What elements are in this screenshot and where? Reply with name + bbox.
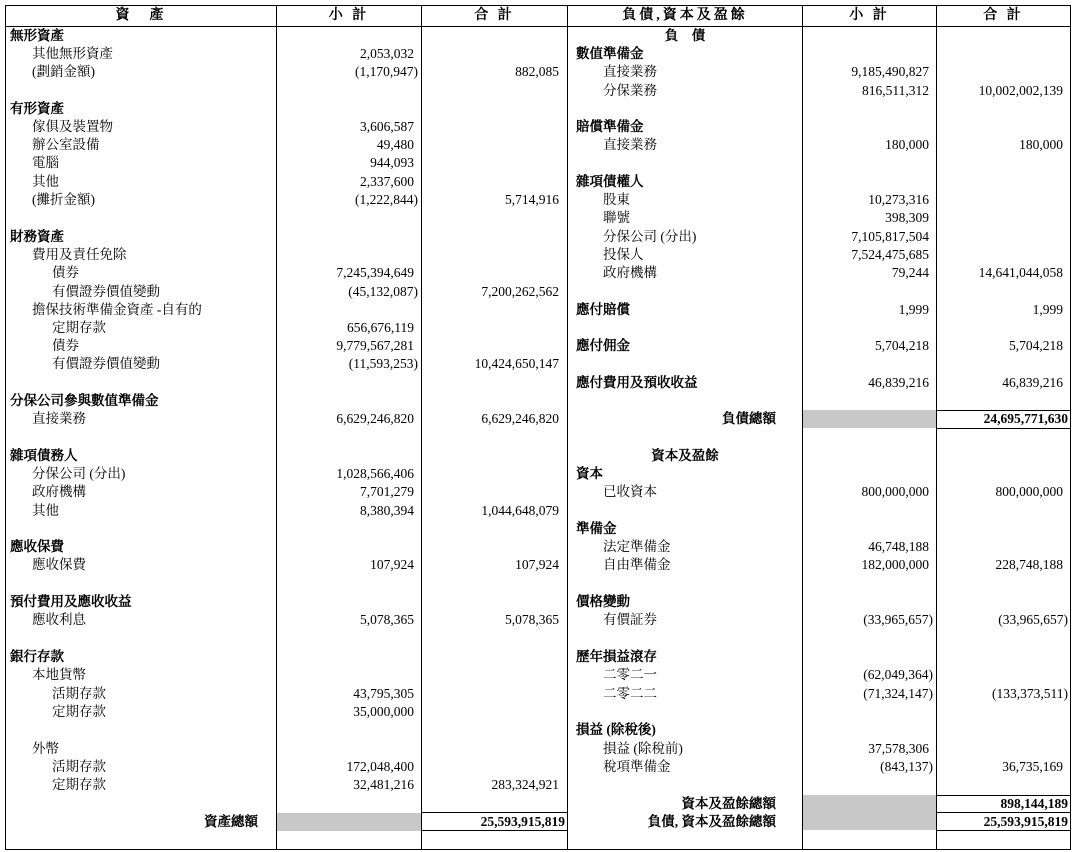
creditors-affiliate-sub: 398,309 [885,210,929,225]
equity-total-label: 資本及盈餘總額 [681,796,776,811]
debtors-gov-label: 政府機構 [32,484,86,499]
equity-total-shade [803,795,936,830]
prepaid-total: 5,078,365 [505,612,559,627]
intangible-amort-sub: (1,170,947) [355,64,418,79]
financial-tech-label: 擔保技術準備金資產 -自有的 [32,302,202,317]
premium-sub: 107,924 [370,557,414,572]
tangible-computer-label: 電腦 [32,155,59,170]
creditors-insured-sub: 7,524,475,685 [851,247,929,262]
reins-title: 分保公司參與數值準備金 [10,393,159,408]
prepaid-label: 應收利息 [32,612,86,627]
capital-paid-sub: 800,000,000 [861,484,929,499]
bank-local-label: 本地貨幣 [32,667,86,682]
accrued-sub: 46,839,216 [868,375,929,390]
commission-sub: 5,704,218 [875,338,929,353]
liab-total-label: 負債總額 [722,411,776,426]
debtors-reins-sub: 1,028,566,406 [336,466,414,481]
bank-cur2-sub: 172,048,400 [346,759,414,774]
reserves-legal-sub: 46,748,188 [868,539,929,554]
bottom-border [5,849,1071,850]
assets-total-shade [277,813,421,831]
debtors-other-sub: 8,380,394 [360,503,414,518]
num-reserve-reins-sub: 816,511,312 [862,83,929,98]
col-border-0 [5,5,6,850]
premium-title: 應收保費 [10,539,64,554]
debtors-other-total: 1,044,648,079 [481,503,559,518]
capital-paid-total: 800,000,000 [995,484,1063,499]
creditors-reins-label: 分保公司 (分出) [603,229,697,244]
header-assets: 資 產 [115,8,167,23]
tangible-other-sub: 2,337,600 [360,174,414,189]
creditors-affiliate-label: 聯號 [603,210,630,225]
tangible-computer-sub: 944,093 [370,155,414,170]
liab-title: 負 債 [664,28,706,43]
bank-foreign-label: 外幣 [32,741,59,756]
profit-title: 損益 (除稅後) [576,722,656,737]
col-border-1 [276,5,277,850]
financial-bond2-label: 債券 [52,338,79,353]
bank-cur-label: 活期存款 [52,686,106,701]
creditors-title: 雜項債權人 [576,174,644,189]
prepaid-title: 預付費用及應收收益 [10,594,132,609]
price-sec-sub: (33,965,657) [863,612,933,627]
col-border-2 [421,5,422,850]
claims-reserve-direct-label: 直接業務 [603,137,657,152]
creditors-shareholder-label: 股東 [603,192,630,207]
bank-fixed2-sub: 32,481,216 [353,777,414,792]
financial-bond-label: 債券 [52,265,79,280]
creditors-reins-sub: 7,105,817,504 [851,229,929,244]
financial-sec2-label: 有價證券價值變動 [52,356,160,371]
reins-direct-sub: 6,629,246,820 [336,411,414,426]
equity-total-value: 898,144,189 [1000,796,1068,811]
commission-total: 5,704,218 [1009,338,1063,353]
debtors-other-label: 其他 [32,503,59,518]
financial-title: 財務資產 [10,229,64,244]
tangible-other-label: 其他 [32,174,59,189]
reserves-free-label: 自由準備金 [603,557,671,572]
top-border [5,5,1071,6]
profit-tax-label: 稅項準備金 [603,759,671,774]
liab-total-value: 24,695,771,630 [983,411,1068,426]
creditors-gov-sub: 79,244 [891,265,929,280]
num-reserve-direct-label: 直接業務 [603,64,657,79]
claims-payable-sub: 1,999 [898,302,929,317]
reserves-free-total: 228,748,188 [995,557,1063,572]
price-sec-label: 有價証券 [603,612,657,627]
financial-bond-sub: 7,245,394,649 [336,265,414,280]
profit-tax-total: 36,735,169 [1002,759,1063,774]
profit-tax-sub: (843,137) [880,759,933,774]
num-reserve-reins-total: 10,002,002,139 [978,83,1063,98]
header-bottom-border [5,26,1071,27]
bank-fixed2-label: 定期存款 [52,777,106,792]
bank-cur-sub: 43,795,305 [353,686,414,701]
assets-total-label: 資產總額 [204,814,258,829]
financial-bond2-sub: 9,779,567,281 [336,338,414,353]
header-subtotal-2: 小 計 [849,8,890,23]
reserves-title: 準備金 [576,521,617,536]
tangible-dep-label: (攤折金額) [32,192,95,207]
col-border-6 [1070,5,1071,850]
capital-paid-label: 已收資本 [603,484,657,499]
creditors-gov-total: 14,641,044,058 [978,265,1063,280]
financial-sec-total: 7,200,262,562 [481,284,559,299]
reserves-legal-label: 法定準備金 [603,539,671,554]
premium-total: 107,924 [515,557,559,572]
financial-sec2-total: 10,424,650,147 [474,356,559,371]
price-title: 價格變動 [576,594,630,609]
accrued-title: 應付費用及預收收益 [576,375,698,390]
num-reserve-title: 數值準備金 [576,46,644,61]
header-subtotal: 小 計 [328,8,370,23]
retained-2022-label: 二零二二 [603,686,657,701]
intangible-title: 無形資產 [10,28,64,43]
num-reserve-reins-label: 分保業務 [603,83,657,98]
prepaid-sub: 5,078,365 [360,612,414,627]
price-sec-total: (33,965,657) [998,612,1068,627]
bank-fixed2-total: 283,324,921 [491,777,559,792]
claims-reserve-direct-total: 180,000 [1019,137,1063,152]
debtors-title: 雜項債務人 [10,448,78,463]
header-total: 合 計 [474,8,515,23]
bank-cur2-label: 活期存款 [52,759,106,774]
debtors-gov-sub: 7,701,279 [360,484,414,499]
financial-sec2-sub: (11,593,253) [348,356,418,371]
commission-title: 應付佣金 [576,338,630,353]
financial-sec-sub: (45,132,087) [348,284,418,299]
creditors-shareholder-sub: 10,273,316 [868,192,929,207]
claims-reserve-direct-sub: 180,000 [885,137,929,152]
tangible-office-sub: 49,480 [376,137,414,152]
financial-fee-label: 費用及責任免除 [32,247,127,262]
intangible-other-label: 其他無形資產 [32,46,113,61]
liab-total-shade [803,410,936,428]
tangible-furniture-sub: 3,606,587 [360,119,414,134]
financial-sec-label: 有價證券價值變動 [52,284,160,299]
equity-title: 資本及盈餘 [651,448,719,463]
premium-label: 應收保費 [32,557,86,572]
reins-direct-total: 6,629,246,820 [481,411,559,426]
bank-title: 銀行存款 [10,649,64,664]
retained-2021-label: 二零二一 [603,667,657,682]
accrued-total: 46,839,216 [1002,375,1063,390]
header-liab-eq: 負債,資本及盈餘 [622,8,748,23]
capital-title: 資本 [576,466,603,481]
tangible-office-label: 辦公室設備 [32,137,100,152]
financial-dep-label: 定期存款 [52,320,106,335]
claims-payable-total: 1,999 [1032,302,1063,317]
profit-pre-label: 損益 (除稅前) [603,741,683,756]
reins-direct-label: 直接業務 [32,411,86,426]
bank-fixed-label: 定期存款 [52,704,106,719]
tangible-dep-sub: (1,222,844) [355,192,418,207]
grand-total-value: 25,593,915,819 [983,814,1068,829]
assets-total-value: 25,593,915,819 [480,814,565,829]
header-total-2: 合 計 [983,8,1024,23]
retained-title: 歷年損益滾存 [576,649,657,664]
creditors-gov-label: 政府機構 [603,265,657,280]
claims-payable-title: 應付賠償 [576,302,630,317]
retained-2022-sub: (71,324,147) [863,686,933,701]
creditors-insured-label: 投保人 [603,247,644,262]
reserves-free-sub: 182,000,000 [861,557,929,572]
tangible-dep-total: 5,714,916 [505,192,559,207]
tangible-furniture-label: 傢俱及裝置物 [32,119,113,134]
retained-2022-total: (133,373,511) [992,686,1068,701]
bank-fixed-sub: 35,000,000 [353,704,414,719]
tangible-title: 有形資產 [10,101,64,116]
profit-pre-sub: 37,578,306 [868,741,929,756]
claims-reserve-title: 賠償準備金 [576,119,644,134]
intangible-amort-total: 882,085 [515,64,559,79]
debtors-reins-label: 分保公司 (分出) [32,466,126,481]
grand-total-label: 負債, 資本及盈餘總額 [647,814,776,829]
intangible-other-sub: 2,053,032 [360,46,414,61]
retained-2021-sub: (62,049,364) [863,667,933,682]
liab-total-rule-bottom [937,428,1070,429]
financial-dep-sub: 656,676,119 [347,320,414,335]
num-reserve-direct-sub: 9,185,490,827 [851,64,929,79]
intangible-amort-label: (劃銷金額) [32,64,95,79]
